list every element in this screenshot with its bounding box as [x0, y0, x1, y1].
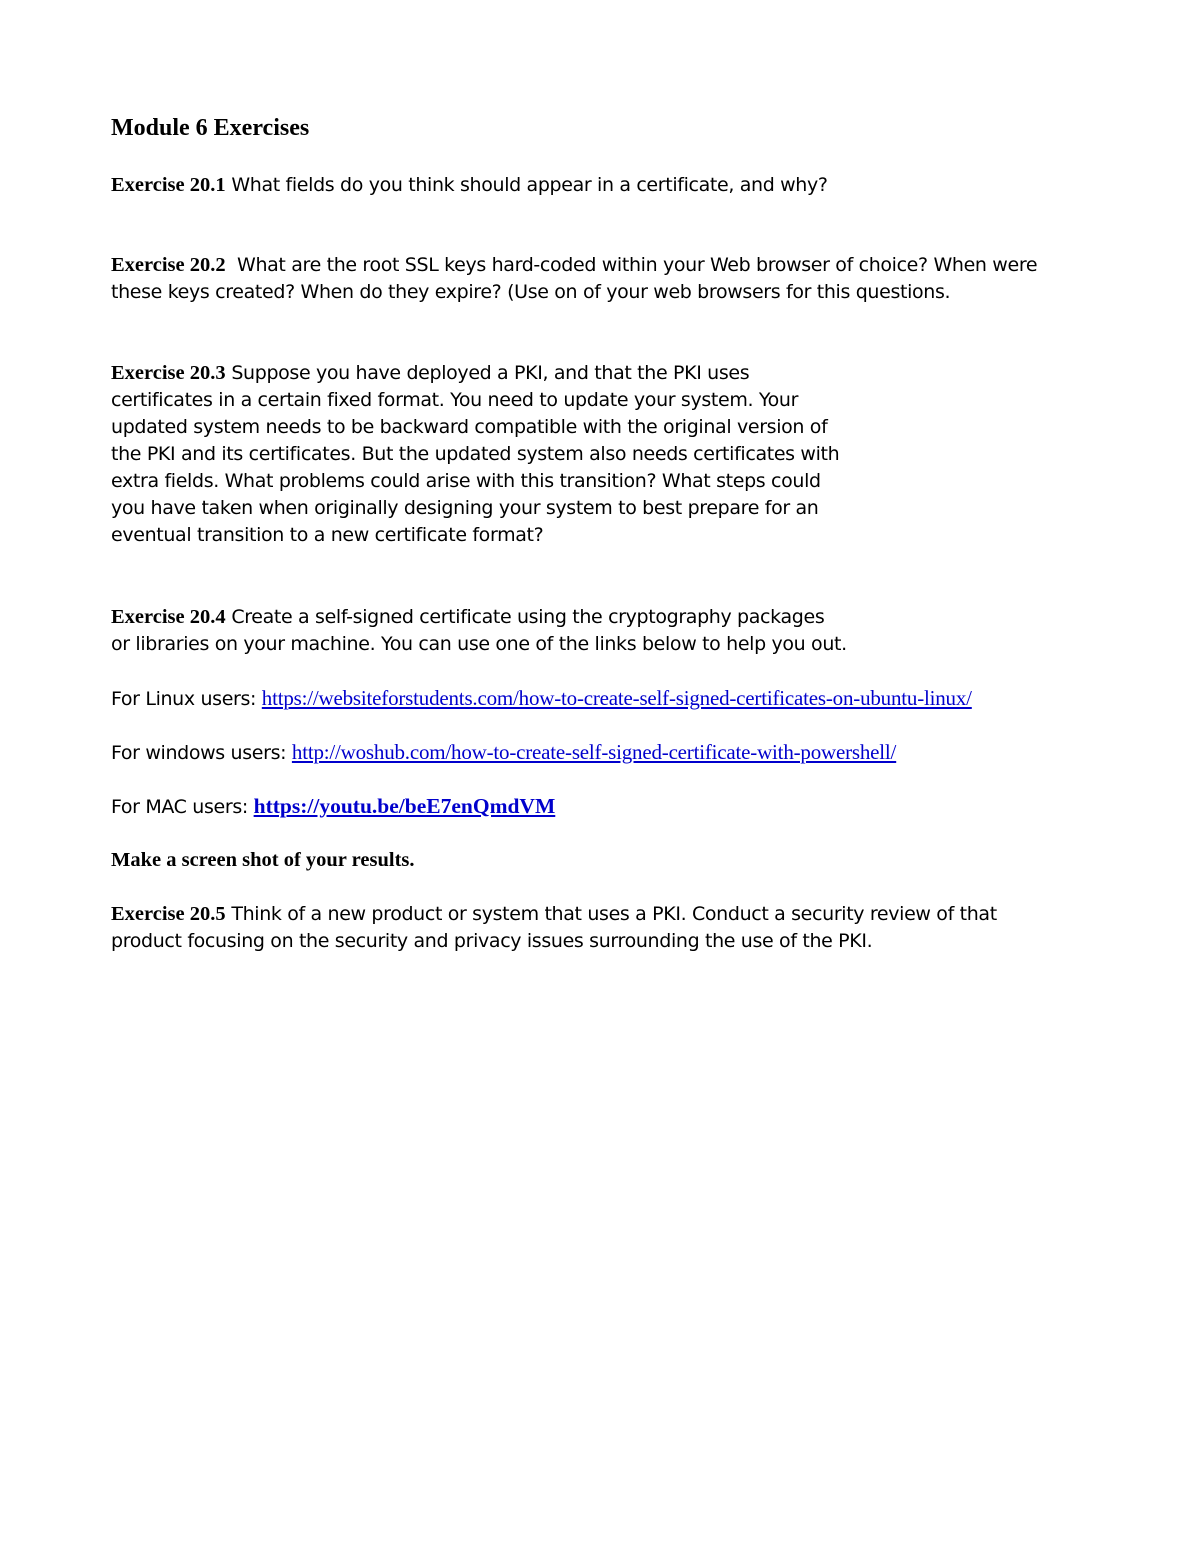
exercise-20-3 — [111, 360, 1111, 549]
exercise-line — [111, 901, 1111, 928]
exercise-20-1 — [111, 172, 1111, 199]
page-title: Module 6 Exercises — [111, 115, 310, 141]
windows-link-prefix: For windows users: — [111, 742, 292, 764]
exercise-line — [111, 604, 1111, 631]
exercise-20-4 — [111, 604, 1111, 658]
screenshot-instruction: Make a screen shot of your results. — [111, 849, 415, 871]
mac-link[interactable]: https://youtu.be/beE7enQmdVM — [253, 794, 556, 818]
exercise-text: you have taken when originally designing your system to best prepare for an — [111, 497, 819, 519]
exercise-text: extra fields. What problems could arise with this transition? What steps could — [111, 470, 821, 492]
exercise-label: Exercise 20.2 — [111, 254, 226, 276]
windows-link[interactable]: http://woshub.com/how-to-create-self-signed-certificate-with-powershell/ — [291, 740, 897, 764]
linux-link[interactable]: https://websiteforstudents.com/how-to-create-self-signed-certificates-on-ubuntu-linux/ — [261, 686, 972, 710]
exercise-text: Create a self-signed certificate using the cryptography packages — [231, 606, 825, 628]
exercise-label: Exercise 20.5 — [111, 903, 226, 925]
exercise-label: Exercise 20.1 — [111, 174, 226, 196]
exercise-20-2 — [111, 252, 1111, 306]
exercise-text: the PKI and its certificates. But the updated system also needs certificates with — [111, 443, 840, 465]
exercise-text: Think of a new product or system that uses a PKI. Conduct a security review of that — [231, 903, 997, 925]
linux-link-prefix: For Linux users: — [111, 688, 262, 710]
exercise-line — [111, 252, 1111, 279]
exercise-label: Exercise 20.3 — [111, 362, 226, 384]
linux-link-row — [111, 685, 1111, 713]
exercise-20-5 — [111, 901, 1111, 955]
exercise-text: product focusing on the security and privacy issues surrounding the use of the PKI. — [111, 930, 873, 952]
exercise-line — [111, 172, 1111, 199]
exercise-text: certificates in a certain fixed format. You need to update your system. Your — [111, 389, 799, 411]
exercise-line — [111, 360, 1111, 387]
mac-link-prefix: For MAC users: — [111, 796, 254, 818]
exercise-label: Exercise 20.4 — [111, 606, 226, 628]
exercise-text: What are the root SSL keys hard-coded within your Web browser of choice? When were — [237, 254, 1038, 276]
exercise-text: these keys created? When do they expire? (Use on of your web browsers for this questions. — [111, 281, 951, 303]
exercise-text: or libraries on your machine. You can use one of the links below to help you out. — [111, 633, 847, 655]
exercise-text: Suppose you have deployed a PKI, and that the PKI uses — [231, 362, 750, 384]
exercise-text: eventual transition to a new certificate format? — [111, 524, 544, 546]
exercise-text: updated system needs to be backward compatible with the original version of — [111, 416, 828, 438]
mac-link-row — [111, 793, 1111, 821]
windows-link-row — [111, 739, 1111, 767]
exercise-text: What fields do you think should appear in a certificate, and why? — [231, 174, 828, 196]
